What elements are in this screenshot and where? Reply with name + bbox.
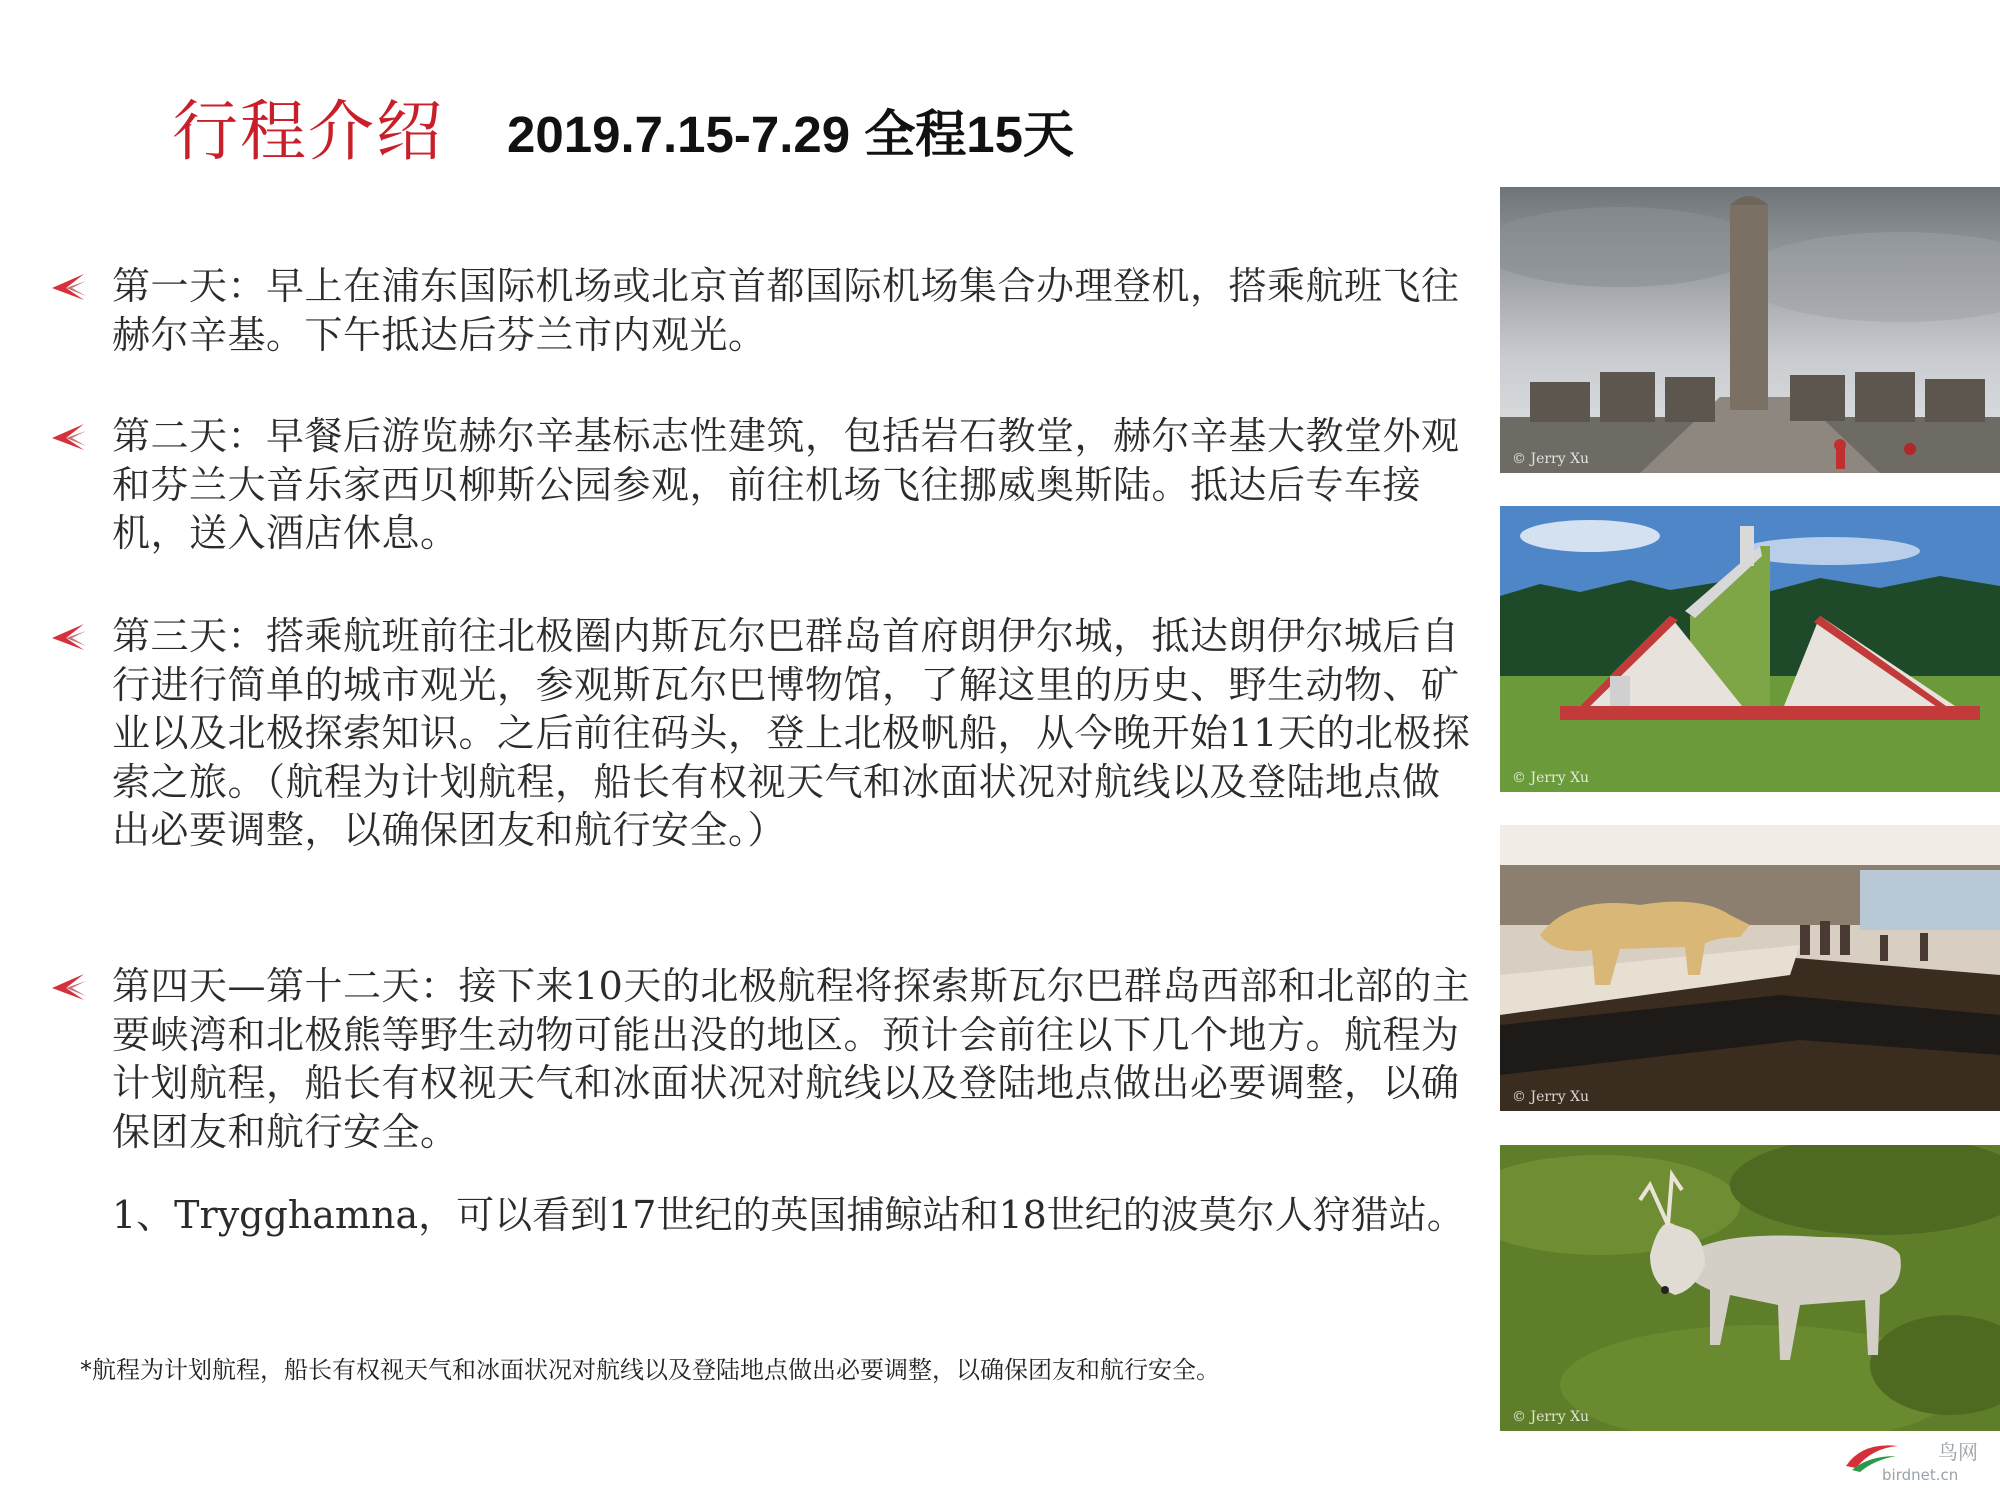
arrow-bullet-icon	[50, 620, 88, 654]
itinerary-item-day2	[112, 412, 1472, 558]
photo-ski-jump	[1500, 506, 2000, 792]
photo-vigeland-park	[1500, 187, 2000, 473]
itinerary-text: 第一天：早上在浦东国际机场或北京首都国际机场集合办理登机，搭乘航班飞往赫尔辛基。下午抵达后芬兰市内观光。	[112, 264, 1460, 357]
monolith-park-image	[1500, 187, 2000, 473]
destination-item: 1、Trygghamna，可以看到17世纪的英国捕鲸站和18世纪的波莫尔人狩猎站。	[112, 1193, 1465, 1237]
itinerary-text: 第四天—第十二天：接下来10天的北极航程将探索斯瓦尔巴群岛西部和北部的主要峡湾和北极熊等野生动物可能出没的地区。预计会前往以下几个地方。航程为计划航程，船长有权视天气和冰面状况对航线以及登陆地点做出必要调整，以确保团友和航行安全。	[112, 964, 1471, 1154]
itinerary-text: 第三天：搭乘航班前往北极圈内斯瓦尔巴群岛首府朗伊尔城，抵达朗伊尔城后自行进行简单的城市观光，参观斯瓦尔巴博物馆，了解这里的历史、野生动物、矿业以及北极探索知识。之后前往码头，登上北极帆船，从今晚开始11天的北极探索之旅。（航程为计划航程，船长有权视天气和冰面状况对航线以及登陆地点做出必要调整，以确保团友和航行安全。）	[112, 614, 1471, 852]
page-title: 行程介绍	[172, 93, 444, 170]
photo-polar-bear	[1500, 825, 2000, 1111]
itinerary-item-day3	[112, 612, 1472, 855]
photo-reindeer	[1500, 1145, 2000, 1431]
footnote: *航程为计划航程，船长有权视天气和冰面状况对航线以及登陆地点做出必要调整，以确保团友和航行安全。	[80, 1356, 1220, 1384]
photo-credit: © Jerry Xu	[1512, 451, 1590, 467]
photo-credit: © Jerry Xu	[1512, 1409, 1590, 1425]
arrow-bullet-icon	[50, 270, 88, 304]
trip-dates: 2019.7.15-7.29 全程15天	[507, 106, 1075, 163]
itinerary-item-day1	[112, 262, 1472, 359]
logo-text-cn: 鸟网	[1938, 1440, 1978, 1464]
ski-jump-image	[1500, 506, 2000, 792]
arrow-bullet-icon	[50, 970, 88, 1004]
birdnet-logo	[1842, 1432, 1992, 1492]
logo-text-en: birdnet.cn	[1882, 1466, 1959, 1484]
photo-credit: © Jerry Xu	[1512, 1089, 1590, 1105]
polar-bear-image	[1500, 825, 2000, 1111]
itinerary-item-day4-12	[112, 962, 1472, 1156]
arrow-bullet-icon	[50, 420, 88, 454]
itinerary-text: 第二天：早餐后游览赫尔辛基标志性建筑，包括岩石教堂，赫尔辛基大教堂外观和芬兰大音乐家西贝柳斯公园参观，前往机场飞往挪威奥斯陆。抵达后专车接机，送入酒店休息。	[112, 414, 1460, 555]
reindeer-image	[1500, 1145, 2000, 1431]
photo-credit: © Jerry Xu	[1512, 770, 1590, 786]
